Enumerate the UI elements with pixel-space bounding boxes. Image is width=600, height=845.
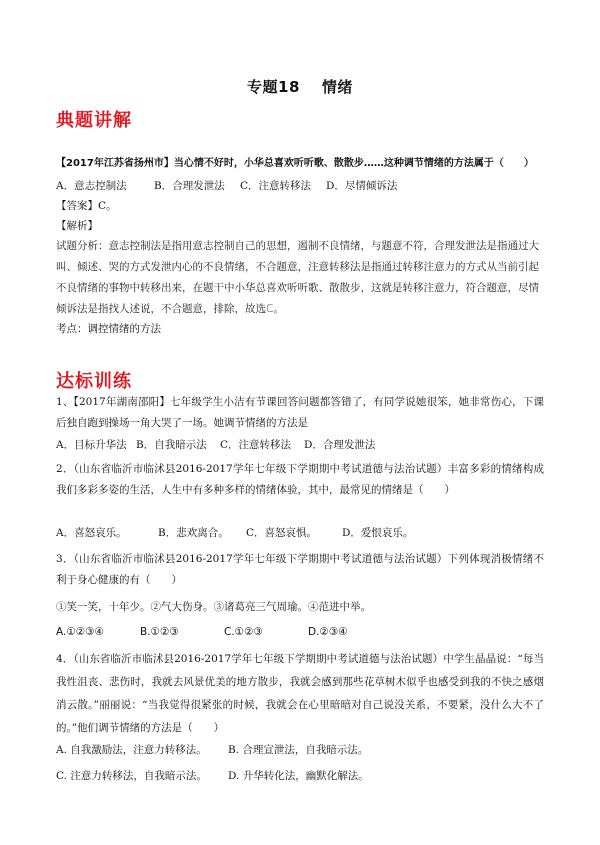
example-option-c: C．注意转移法 — [240, 180, 312, 192]
question-4: 4．（山东省临沂市临沭县2016-2017学年七年级下学期期中考试道德与法治试题）中学生晶晶说：“每当我性沮丧、悲伤时，我就去风景优美的地方散步，我就会感到那些花草树木似乎也感受到我的不快之感烟消云散。”丽丽说：“当我觉得很紧张的时候，我就会在心里暗暗对自己说没关系，不要紧，没什么大不了的。”他们调节情绪的方法是（ ） — [56, 653, 544, 734]
q4-option-c: C. 注意力转移法，自我暗示法。 — [56, 770, 207, 782]
example-options — [56, 179, 556, 193]
q3-option-b: B.①②③ — [140, 626, 179, 638]
q2-option-a: A．喜怒哀乐。 — [56, 527, 127, 539]
question-3-items: ①笑一笑，十年少。②气大伤身。③诸葛亮三气周瑜。④范进中举。 — [56, 601, 371, 613]
question-4-options-row1 — [56, 743, 556, 757]
question-2: 2．（山东省临沂市临沭县2016-2017学年七年级下学期期中考试道德与法治试题）丰富多彩的情绪构成我们多彩多姿的生活，人生中有多种多样的情绪体验，其中，最常见的情绪是（ ） — [56, 463, 544, 496]
question-4-options-row2 — [56, 769, 556, 783]
q1-option-a: A．目标升华法 — [56, 439, 127, 451]
q1-option-c: C．注意转移法 — [220, 439, 292, 451]
page-title — [0, 76, 600, 97]
example-answer: 【答案】C。 — [56, 200, 117, 212]
kaodian: 考点：调控情绪的方法 — [56, 323, 161, 335]
question-3: 3．（山东省临沂市临沭县2016-2017学年七年级下学期期中考试道德与法治试题）下列体现消极情绪不利于身心健康的有（ ） — [56, 553, 544, 586]
question-1: 1、【2017年湖南邵阳】七年级学生小洁有节课回答问题都答错了，有同学说她很笨，她非常伤心，下课后独自跑到操场一角大哭了一场。她调节情绪的方法是 — [56, 396, 544, 429]
q2-option-c: C．喜怒哀惧。 — [246, 527, 318, 539]
question-3-options — [56, 625, 556, 639]
example-option-b: B．合理发泄法 — [154, 180, 225, 192]
q2-option-b: B．悲欢离合。 — [158, 527, 229, 539]
question-2-options — [56, 526, 556, 540]
section-heading-practice: 达标训练 — [56, 371, 132, 392]
q4-option-a: A. 自我激励法，注意力转移法。 — [56, 744, 207, 756]
topic-number: 专题18 — [247, 78, 300, 96]
q1-option-b: B．自我暗示法 — [136, 439, 207, 451]
analysis-label: 【解析】 — [56, 220, 98, 232]
example-option-d: D．尽情倾诉法 — [326, 180, 398, 192]
section-heading-example: 典题讲解 — [56, 110, 132, 131]
question-1-options — [56, 438, 556, 452]
q1-option-d: D．合理发泄法 — [304, 439, 376, 451]
q3-option-c: C.①②③ — [224, 626, 263, 638]
q4-option-b: B. 合理宣泄法，自我暗示法。 — [228, 744, 369, 756]
q4-option-d: D. 升华转化法，幽默化解法。 — [228, 770, 369, 782]
q3-option-a: A.①②③④ — [56, 626, 104, 638]
q2-option-d: D．爱恨哀乐。 — [342, 527, 414, 539]
topic-name: 情绪 — [321, 78, 353, 96]
q3-option-d: D.②③④ — [308, 626, 348, 638]
example-question: 【2017年江苏省扬州市】当心情不好时，小华总喜欢听听歌、散散步……这种调节情绪的方法属于（ ） — [56, 158, 534, 169]
analysis-text: 试题分析：意志控制法是指用意志控制自己的思想，遏制不良情绪，与题意不符，合理发泄法是指通过大叫、倾述、哭的方式发泄内心的不良情绪，不合题意，注意转移法是指通过转移注意力的方式从当前引起不良情绪的事物中转移出来，在题干中小华总喜欢听听歌、散散步，这就是转移注意力，符合题意，尽情倾诉法是指找人述说，不合题意，排除，故选C。 — [56, 240, 539, 315]
example-option-a: A．意志控制法 — [56, 180, 127, 192]
